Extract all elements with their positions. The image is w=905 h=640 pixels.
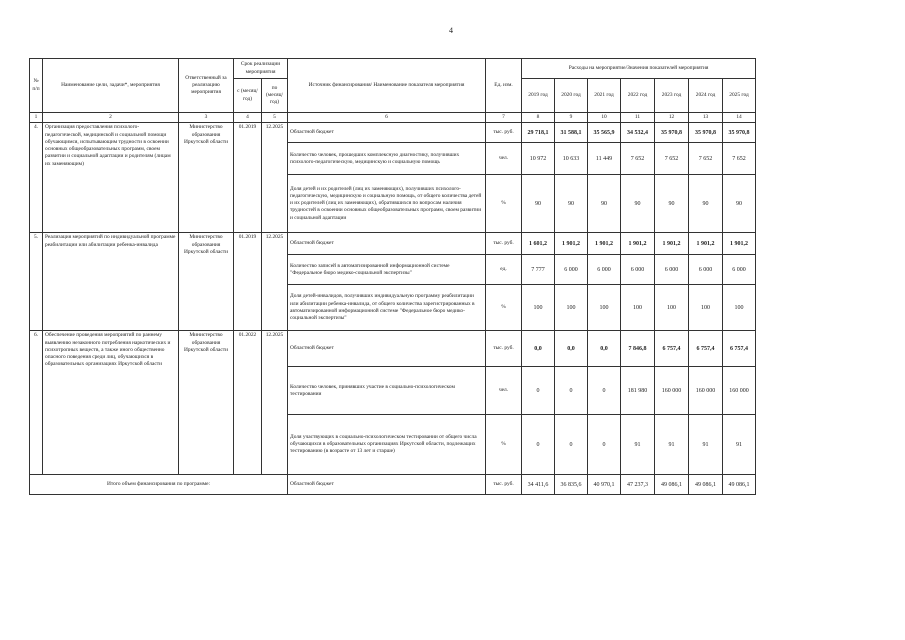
column-index: 12 xyxy=(655,113,689,123)
value-cell: 34 532,4 xyxy=(621,123,655,143)
value-cell: 100 xyxy=(555,285,588,331)
value-cell: 1 901,2 xyxy=(723,233,756,255)
value-cell: 0,0 xyxy=(588,331,621,367)
value-cell: 91 xyxy=(723,415,756,475)
activity-period-from: 01.2019 xyxy=(234,123,262,233)
value-cell: 7 652 xyxy=(723,143,756,175)
indicator-source: Областной бюджет xyxy=(288,331,486,367)
table-row xyxy=(30,331,756,367)
program-table xyxy=(29,58,756,495)
activity-period-from: 01.2019 xyxy=(234,233,262,331)
value-cell: 7 846,8 xyxy=(621,331,655,367)
indicator-unit: чел. xyxy=(486,143,522,175)
value-cell: 0,0 xyxy=(522,331,555,367)
value-cell: 100 xyxy=(522,285,555,331)
indicator-source: Количество человек, прошедших комплексную диагностику, получивших психолого-педагогическую, медицинскую и социальную помощь xyxy=(288,143,486,175)
value-cell: 35 565,9 xyxy=(588,123,621,143)
column-index: 6 xyxy=(288,113,486,123)
value-cell: 35 970,8 xyxy=(655,123,689,143)
column-index: 10 xyxy=(588,113,621,123)
activity-number: 5. xyxy=(30,233,43,331)
value-cell: 100 xyxy=(621,285,655,331)
value-cell: 1 601,2 xyxy=(522,233,555,255)
value-cell: 6 000 xyxy=(621,255,655,285)
column-index: 4 xyxy=(234,113,262,123)
value-cell: 100 xyxy=(655,285,689,331)
total-value-cell: 34 411,6 xyxy=(522,475,555,495)
total-value-cell: 49 086,1 xyxy=(655,475,689,495)
value-cell: 0 xyxy=(522,367,555,415)
indicator-unit: тыс. руб. xyxy=(486,123,522,143)
indicator-source: Количество человек, принявших участие в социально-психологическом тестировании xyxy=(288,367,486,415)
value-cell: 6 000 xyxy=(655,255,689,285)
table-row xyxy=(30,233,756,255)
value-cell: 1 901,2 xyxy=(555,233,588,255)
value-cell: 100 xyxy=(689,285,723,331)
indicator-source: Доля участвующих в социально-психологическом тестировании от общего числа обучающихся в образовательных организациях Иркутской области, подлежащих тестированию (в возрасте от 13 лет и старше) xyxy=(288,415,486,475)
value-cell: 90 xyxy=(655,175,689,233)
value-cell: 6 000 xyxy=(723,255,756,285)
total-value-cell: 36 835,6 xyxy=(555,475,588,495)
column-index: 2 xyxy=(43,113,179,123)
page-number: 4 xyxy=(449,26,453,35)
indicator-source: Областной бюджет xyxy=(288,233,486,255)
total-value-cell: 40 970,1 xyxy=(588,475,621,495)
column-index: 14 xyxy=(723,113,756,123)
total-value-cell: 49 086,1 xyxy=(689,475,723,495)
value-cell: 90 xyxy=(588,175,621,233)
value-cell: 35 970,8 xyxy=(723,123,756,143)
indicator-source: Областной бюджет xyxy=(288,123,486,143)
value-cell: 10 972 xyxy=(522,143,555,175)
indicator-unit: % xyxy=(486,415,522,475)
value-cell: 0 xyxy=(522,415,555,475)
indicator-unit: % xyxy=(486,285,522,331)
total-unit: тыс. руб. xyxy=(486,475,522,495)
value-cell: 1 901,2 xyxy=(588,233,621,255)
value-cell: 31 588,1 xyxy=(555,123,588,143)
column-index: 13 xyxy=(689,113,723,123)
activity-period-to: 12.2025 xyxy=(262,123,288,233)
indicator-unit: чел. xyxy=(486,367,522,415)
value-cell: 6 757,4 xyxy=(655,331,689,367)
header-year: 2021 год xyxy=(588,79,621,113)
header-expenses: Расходы на мероприятие/Значения показателей мероприятия xyxy=(522,59,756,79)
value-cell: 11 449 xyxy=(588,143,621,175)
value-cell: 7 652 xyxy=(655,143,689,175)
value-cell: 6 757,4 xyxy=(689,331,723,367)
indicator-unit: % xyxy=(486,175,522,233)
value-cell: 6 000 xyxy=(588,255,621,285)
activity-period-to: 12.2025 xyxy=(262,233,288,331)
column-index: 11 xyxy=(621,113,655,123)
header-name: Наименование цели, задачи*, мероприятия xyxy=(43,59,179,113)
value-cell: 0 xyxy=(588,367,621,415)
column-index: 8 xyxy=(522,113,555,123)
value-cell: 6 757,4 xyxy=(723,331,756,367)
total-value-cell: 49 086,1 xyxy=(723,475,756,495)
value-cell: 0 xyxy=(555,367,588,415)
activity-name: Реализация мероприятий по индивидуальной программе реабилитации или абилитации ребенка-инвалида xyxy=(43,233,179,331)
header-unit: Ед. изм. xyxy=(486,59,522,113)
activity-responsible: Министерство образования Иркутской области xyxy=(179,331,234,475)
value-cell: 90 xyxy=(522,175,555,233)
value-cell: 90 xyxy=(555,175,588,233)
value-cell: 181 980 xyxy=(621,367,655,415)
value-cell: 91 xyxy=(655,415,689,475)
value-cell: 7 652 xyxy=(621,143,655,175)
value-cell: 1 901,2 xyxy=(689,233,723,255)
header-year: 2019 год xyxy=(522,79,555,113)
value-cell: 91 xyxy=(621,415,655,475)
value-cell: 160 000 xyxy=(655,367,689,415)
header-year: 2020 год xyxy=(555,79,588,113)
value-cell: 1 901,2 xyxy=(655,233,689,255)
column-index: 7 xyxy=(486,113,522,123)
value-cell: 90 xyxy=(723,175,756,233)
value-cell: 0 xyxy=(588,415,621,475)
indicator-source: Количество записей в автоматизированной информационной системе "Федеральное бюро медико-социальной экспертизы" xyxy=(288,255,486,285)
header-responsible: Ответственный за реализацию мероприятия xyxy=(179,59,234,113)
header-period-to: по (месяц/ год) xyxy=(262,79,288,113)
indicator-unit: тыс. руб. xyxy=(486,233,522,255)
activity-number: 4. xyxy=(30,123,43,233)
value-cell: 90 xyxy=(689,175,723,233)
indicator-source: Доля детей и их родителей (лиц их заменяющих), получивших психолого-педагогическую, медицинскую и социальную помощь, от общего количества детей и их родителей (лиц их заменяющих), обратившихся по вопросам наличия трудностей в освоении основных общеобразовательных программ, своем развитии и социальной адаптации xyxy=(288,175,486,233)
column-index: 1 xyxy=(30,113,43,123)
header-year: 2023 год xyxy=(655,79,689,113)
value-cell: 160 000 xyxy=(689,367,723,415)
value-cell: 90 xyxy=(621,175,655,233)
header-source: Источник финансирования/ Наименование показателя мероприятия xyxy=(288,59,486,113)
indicator-source: Доля детей-инвалидов, получивших индивидуальную программу реабилитации или абилитации ребенка-инвалида, от общего количества зарегистрированных в автоматизированной информационной системе "Федеральное бюро медико-социальной экспертизы" xyxy=(288,285,486,331)
total-source: Областной бюджет xyxy=(288,475,486,495)
value-cell: 91 xyxy=(689,415,723,475)
header-no: № п/п xyxy=(30,59,43,113)
header-year: 2022 год xyxy=(621,79,655,113)
value-cell: 0,0 xyxy=(555,331,588,367)
activity-number: 6. xyxy=(30,331,43,475)
header-period: Срок реализации мероприятия xyxy=(234,59,288,79)
value-cell: 1 901,2 xyxy=(621,233,655,255)
activity-name: Обеспечение проведения мероприятий по раннему выявлению незаконного потребления наркотических и психотропных веществ, а также иного общественно опасного поведения среди лиц, обучающихся в образовательных организациях Иркутской области xyxy=(43,331,179,475)
activity-responsible: Министерство образования Иркутской области xyxy=(179,233,234,331)
activity-period-to: 12.2025 xyxy=(262,331,288,475)
activity-responsible: Министерство образования Иркутской области xyxy=(179,123,234,233)
value-cell: 160 000 xyxy=(723,367,756,415)
activity-name: Организация предоставления психолого-педагогической, медицинской и социальной помощи обучающимся, испытывающим трудности в освоении основных общеобразовательных программ, своем развитии и социальной адаптации и родителям (лицам их заменяющим) xyxy=(43,123,179,233)
value-cell: 6 000 xyxy=(689,255,723,285)
value-cell: 0 xyxy=(555,415,588,475)
column-index: 3 xyxy=(179,113,234,123)
activity-period-from: 01.2022 xyxy=(234,331,262,475)
column-index: 9 xyxy=(555,113,588,123)
value-cell: 10 633 xyxy=(555,143,588,175)
header-period-from: с (месяц/ год) xyxy=(234,79,262,113)
header-year: 2024 год xyxy=(689,79,723,113)
indicator-unit: ед. xyxy=(486,255,522,285)
value-cell: 7 777 xyxy=(522,255,555,285)
table-row xyxy=(30,123,756,143)
column-index: 5 xyxy=(262,113,288,123)
value-cell: 6 000 xyxy=(555,255,588,285)
value-cell: 35 970,8 xyxy=(689,123,723,143)
header-year: 2025 год xyxy=(723,79,756,113)
total-label: Итого объем финансирования по программе: xyxy=(30,475,288,495)
total-row xyxy=(30,475,756,495)
indicator-unit: тыс. руб. xyxy=(486,331,522,367)
value-cell: 7 652 xyxy=(689,143,723,175)
value-cell: 100 xyxy=(588,285,621,331)
value-cell: 29 718,1 xyxy=(522,123,555,143)
total-value-cell: 47 237,3 xyxy=(621,475,655,495)
value-cell: 100 xyxy=(723,285,756,331)
